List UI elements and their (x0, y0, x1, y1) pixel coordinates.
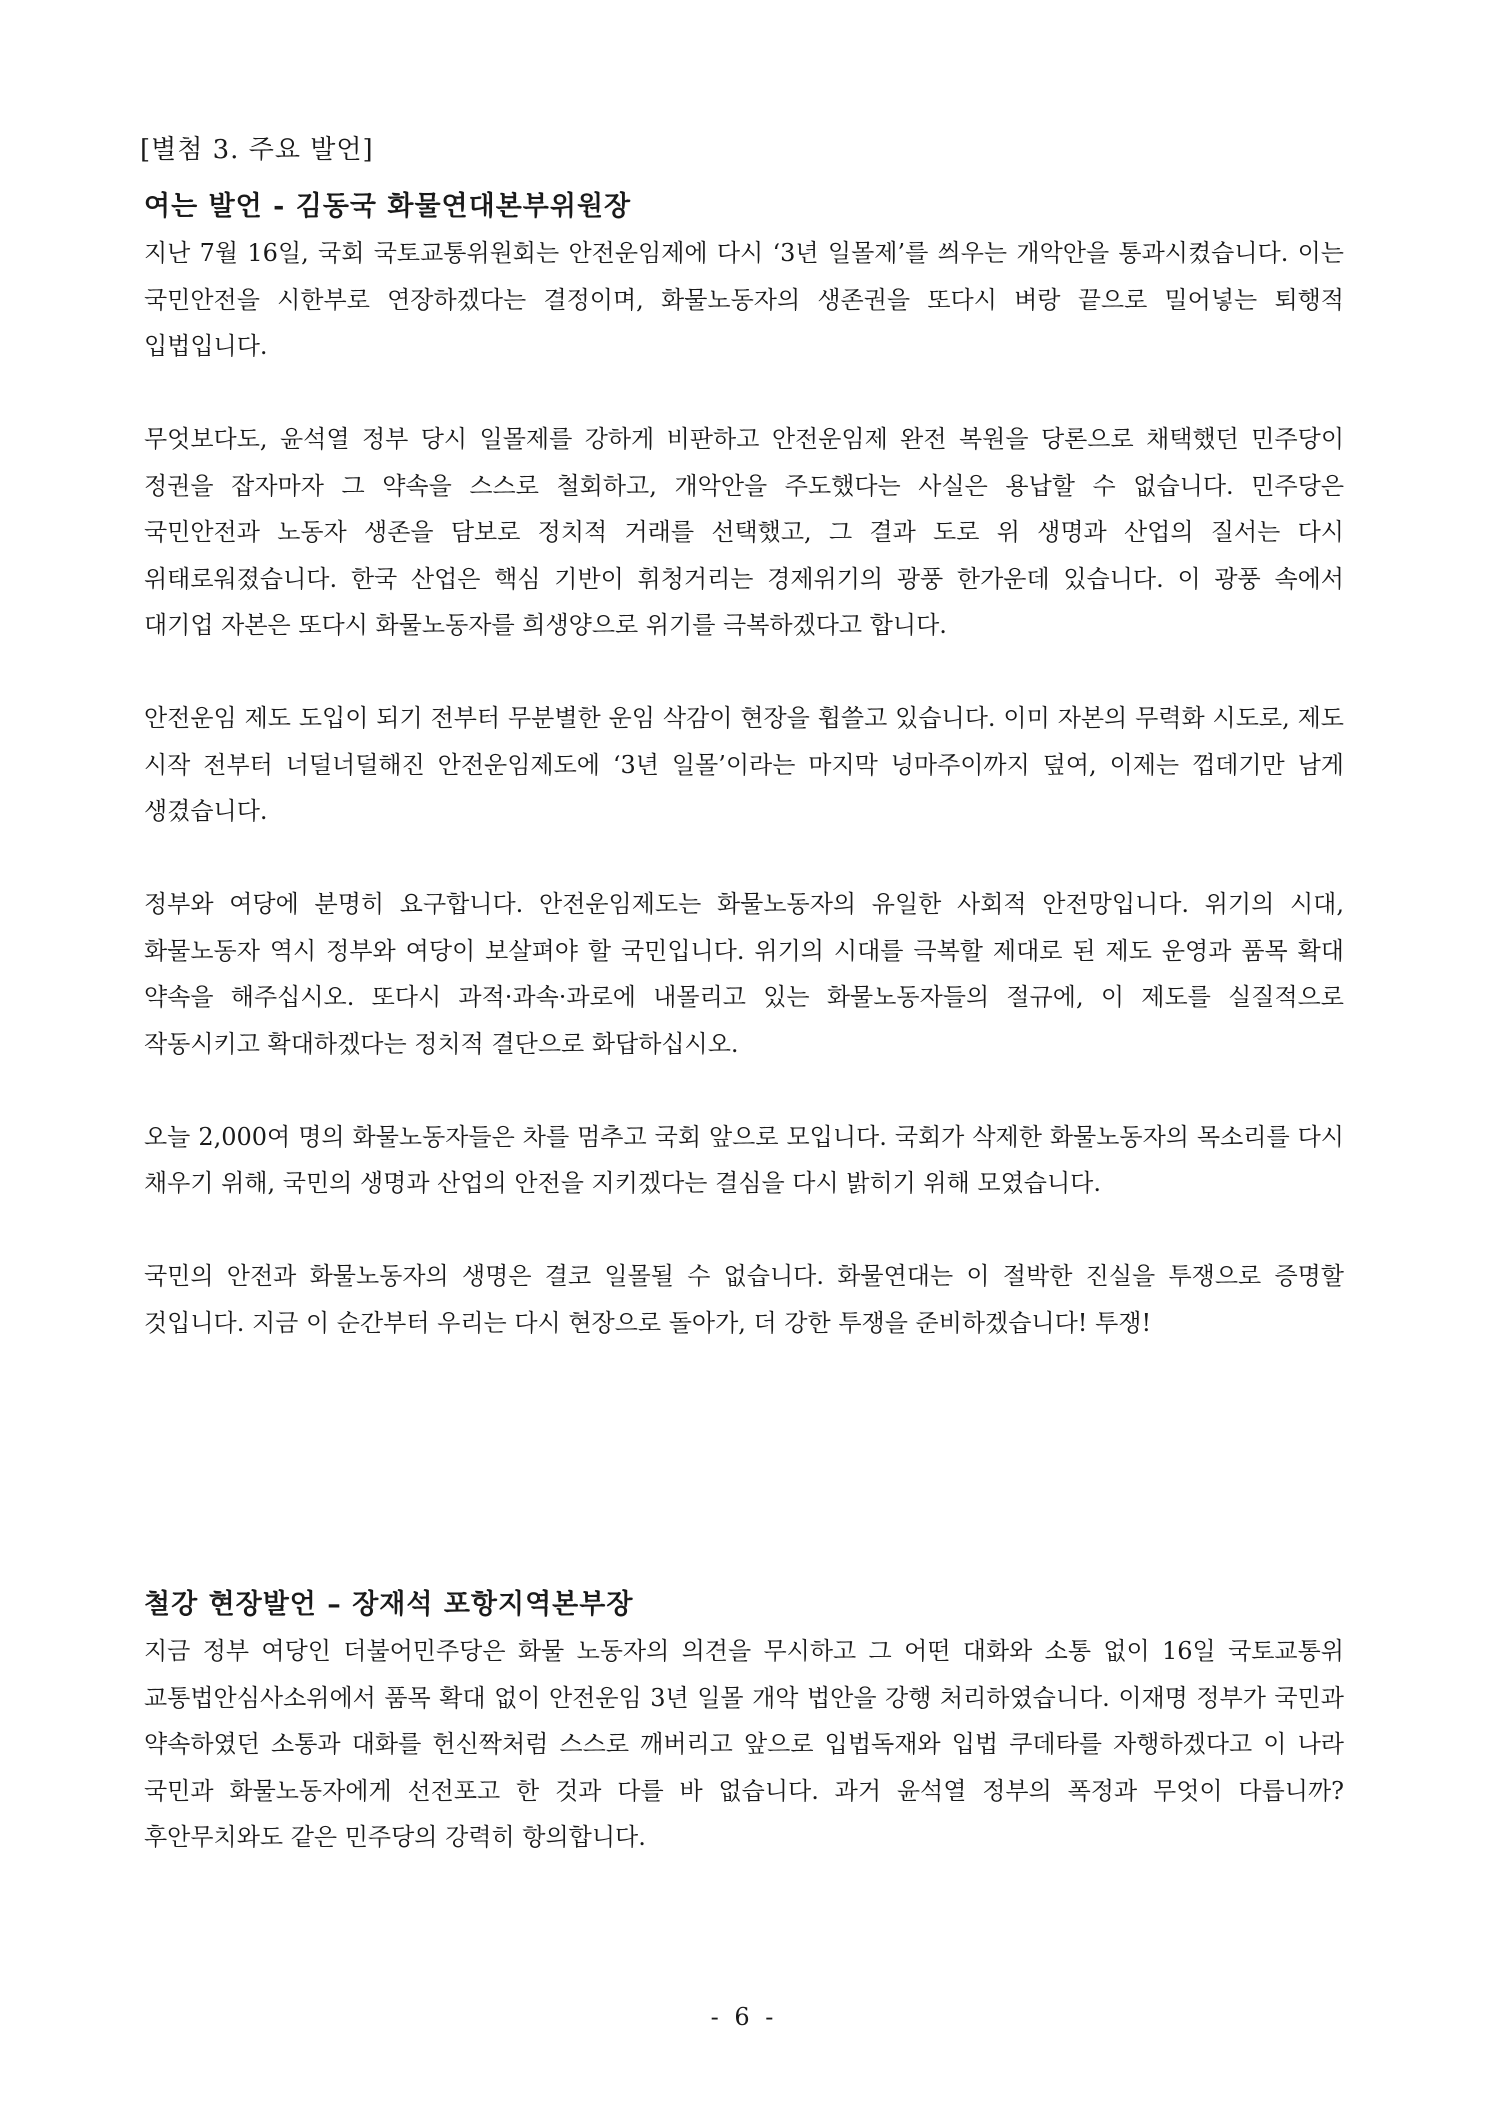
paragraph: 국민의 안전과 화물노동자의 생명은 결코 일몰될 수 없습니다. 화물연대는 이 절박한 진실을 투쟁으로 증명할 것입니다. 지금 이 순간부터 우리는 다시 현장으로 돌아가, 더 강한 투쟁을 준비하겠습니다! 투쟁! (144, 1262, 1344, 1337)
paragraph: 지난 7월 16일, 국회 국토교통위원회는 안전운임제에 다시 ‘3년 일몰제’를 씌우는 개악안을 통과시켰습니다. 이는 국민안전을 시한부로 연장하겠다는 결정이며, 화물노동자의 생존권을 또다시 벼랑 끝으로 밀어넣는 퇴행적 입법입니다. (144, 239, 1344, 360)
section-heading: 여는 발언 - 김동국 화물연대본부위원장 (144, 191, 632, 222)
paragraph: 정부와 여당에 분명히 요구합니다. 안전운임제도는 화물노동자의 유일한 사회적 안전망입니다. 위기의 시대, 화물노동자 역시 정부와 여당이 보살펴야 할 국민입니다. 위기의 시대를 극복할 제대로 된 제도 운영과 품목 확대 약속을 해주십시오. 또다시 과적·과속·과로에 내몰리고 있는 화물노동자들의 절규에, 이 제도를 실질적으로 작동시키고 확대하겠다는 정치적 결단으로 화답하십시오. (144, 890, 1344, 1058)
paragraph: 무엇보다도, 윤석열 정부 당시 일몰제를 강하게 비판하고 안전운임제 완전 복원을 당론으로 채택했던 민주당이 정권을 잡자마자 그 약속을 스스로 철회하고, 개악안을 주도했다는 사실은 용납할 수 없습니다. 민주당은 국민안전과 노동자 생존을 담보로 정치적 거래를 선택했고, 그 결과 도로 위 생명과 산업의 질서는 다시 위태로워졌습니다. 한국 산업은 핵심 기반이 휘청거리는 경제위기의 광풍 한가운데 있습니다. 이 광풍 속에서 대기업 자본은 또다시 화물노동자를 희생양으로 위기를 극복하겠다고 합니다. (144, 425, 1344, 639)
section-steel-speech (144, 1584, 1344, 1861)
section-opening-speech (144, 186, 1344, 1346)
paragraph: 오늘 2,000여 명의 화물노동자들은 차를 멈추고 국회 앞으로 모입니다. 국회가 삭제한 화물노동자의 목소리를 다시 채우기 위해, 국민의 생명과 산업의 안전을 지키겠다는 결심을 다시 밝히기 위해 모였습니다. (144, 1122, 1344, 1197)
paragraph: 안전운임 제도 도입이 되기 전부터 무분별한 운임 삭감이 현장을 휩쓸고 있습니다. 이미 자본의 무력화 시도로, 제도 시작 전부터 너덜너덜해진 안전운임제도에 ‘3년 일몰’이라는 마지막 넝마주이까지 덮여, 이제는 껍데기만 남게 생겼습니다. (144, 704, 1344, 825)
section-heading: 철강 현장발언 – 장재석 포항지역본부장 (144, 1589, 634, 1620)
attachment-label: [별첨 3. 주요 발언] (140, 135, 374, 165)
paragraph: 지금 정부 여당인 더불어민주당은 화물 노동자의 의견을 무시하고 그 어떤 대화와 소통 없이 16일 국토교통위 교통법안심사소위에서 품목 확대 없이 안전운임 3년 일몰 개악 법안을 강행 처리하였습니다. 이재명 정부가 국민과 약속하였던 소통과 대화를 헌신짝처럼 스스로 깨버리고 앞으로 입법독재와 입법 쿠데타를 자행하겠다고 이 나라 국민과 화물노동자에게 선전포고 한 것과 다를 바 없습니다. 과거 윤석열 정부의 폭정과 무엇이 다릅니까? 후안무치와도 같은 민주당의 강력히 항의합니다. (144, 1637, 1344, 1851)
page-number: - 6 - (710, 2003, 778, 2031)
